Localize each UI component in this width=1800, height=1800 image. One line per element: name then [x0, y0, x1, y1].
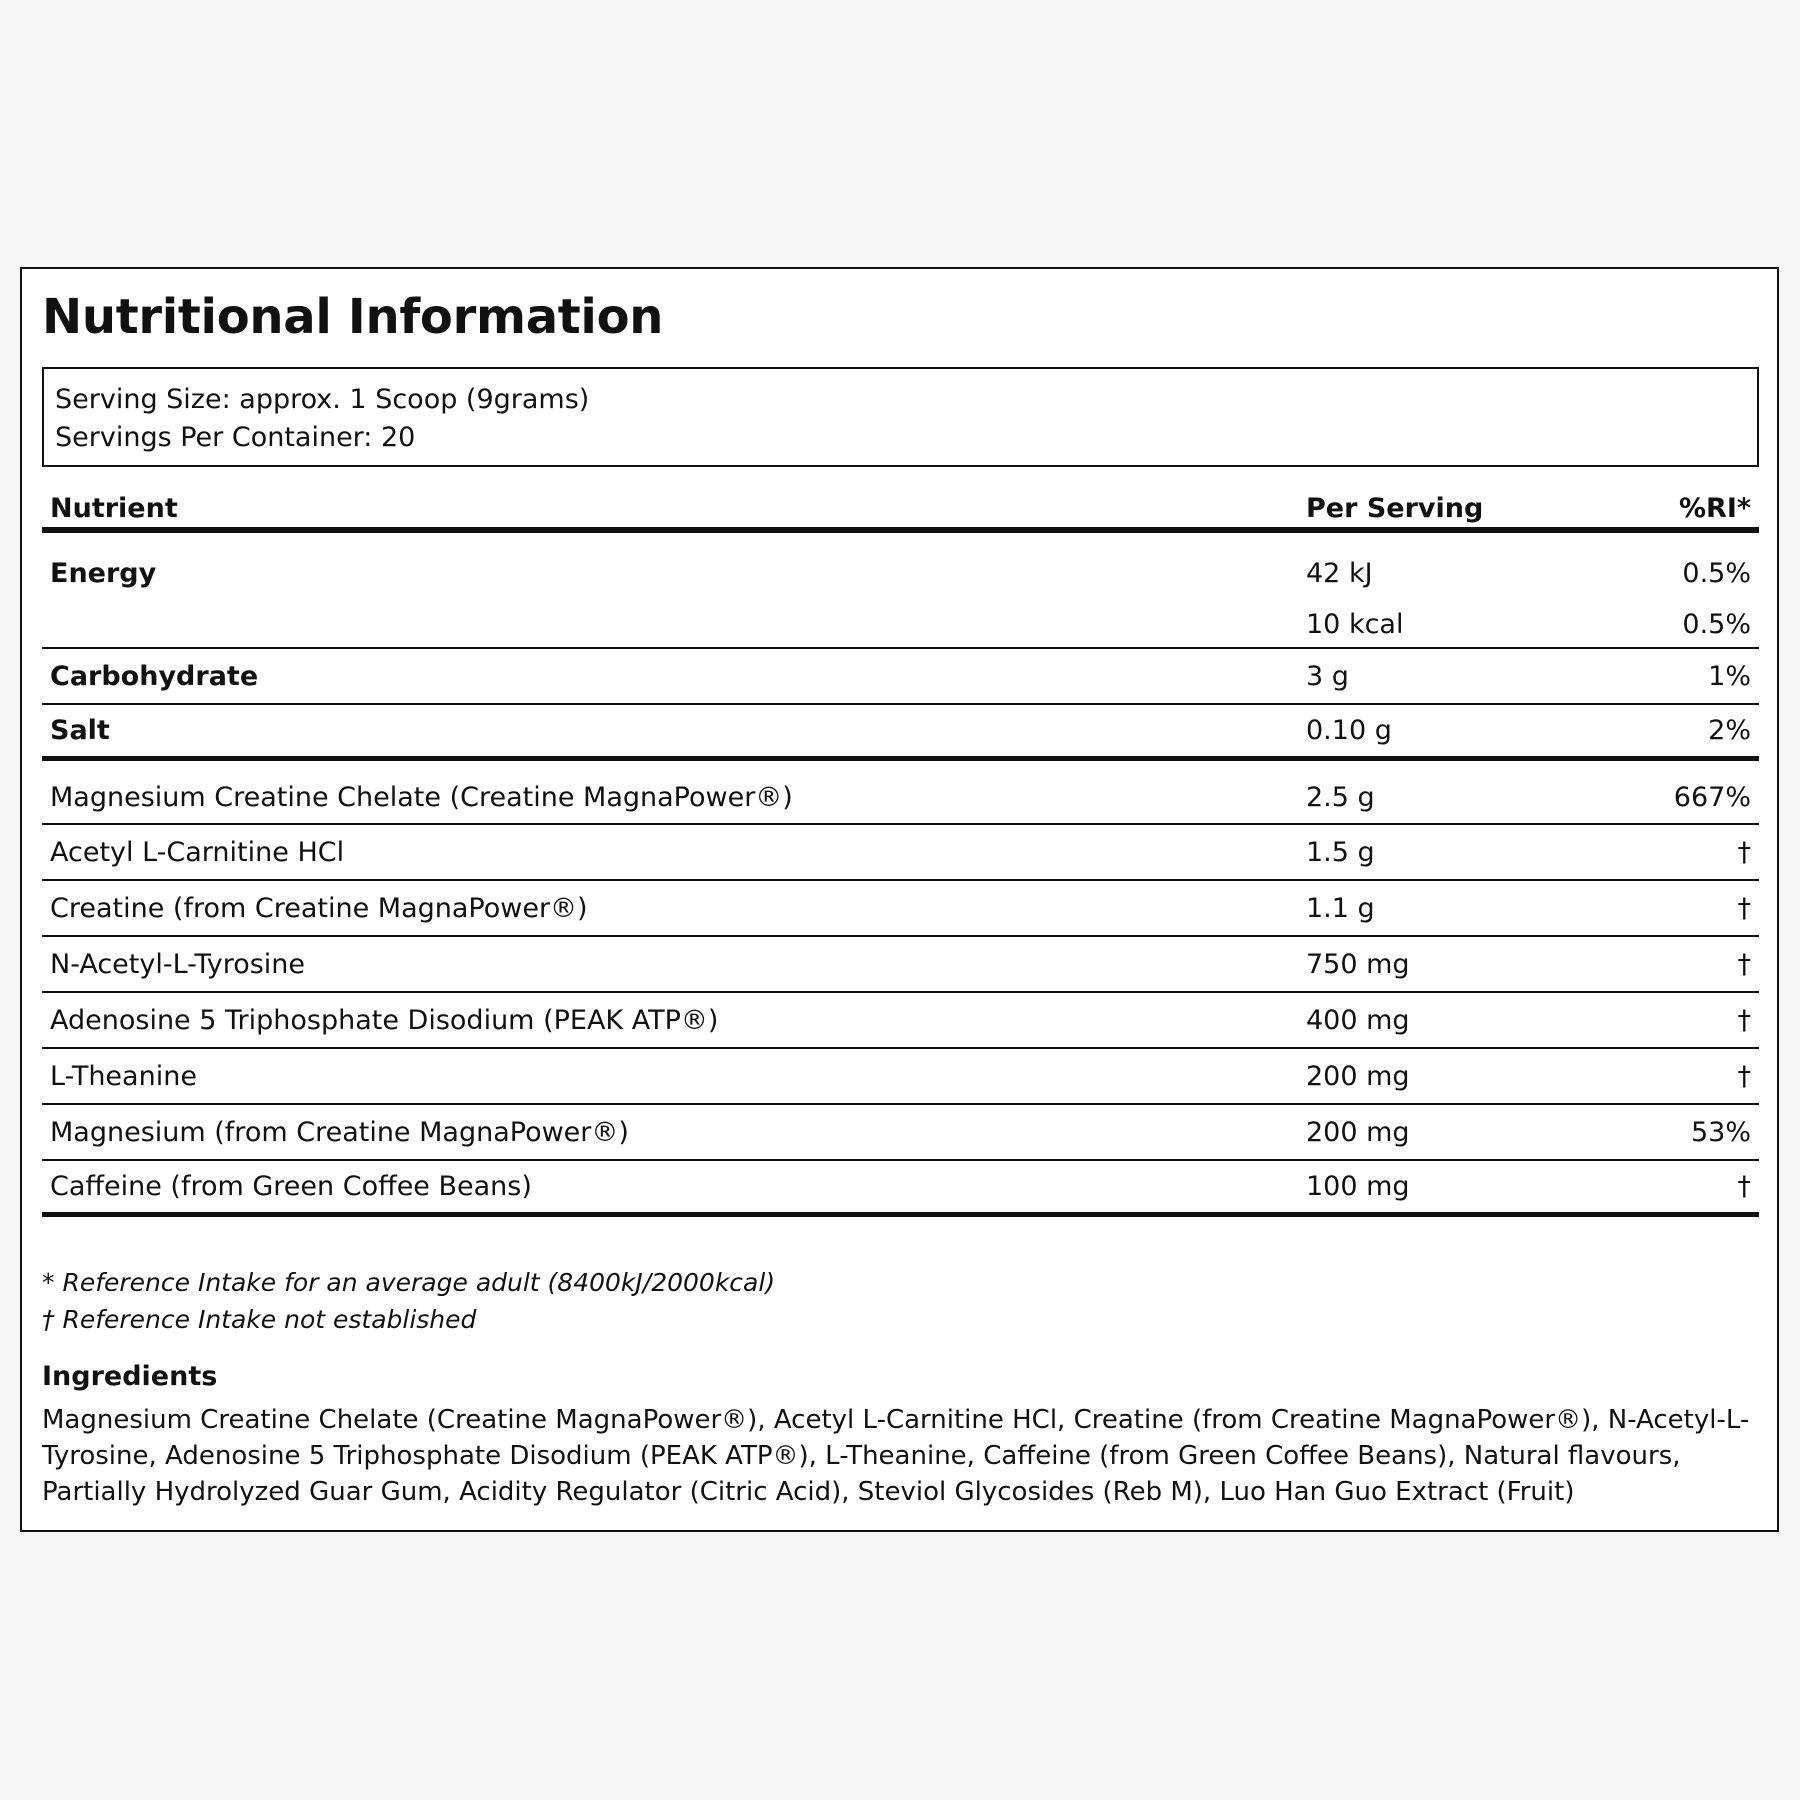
nutrient-name: Acetyl L-Carnitine HCl — [50, 836, 345, 868]
header-ri: %RI* — [1678, 492, 1751, 524]
servings-per-container: Servings Per Container: 20 — [55, 422, 416, 453]
ingredients-list: Magnesium Creatine Chelate (Creatine MagnaPower®), Acetyl L-Carnitine HCl, Creatine (from Creatine MagnaPower®), N-Acetyl-L-Tyrosine, Adenosine 5 Triphosphate Disodium (PEAK ATP®), L-Theanine, Caffeine (from Green Coffee Beans), Natural flavours, Partially Hydrolyzed Guar Gum, Acidity Regulator (Citric Acid), Steviol Glycosides (Reb M), Luo Han Guo Extract (Fruit) — [42, 1405, 1750, 1507]
ri-value: † — [1737, 948, 1751, 980]
nutrient-name: Creatine (from Creatine MagnaPower®) — [50, 892, 588, 924]
nutrient-name: Energy — [50, 557, 157, 589]
nutrient-name: Caffeine (from Green Coffee Beans) — [50, 1171, 532, 1202]
per-serving-value: 200 mg — [1306, 1116, 1410, 1148]
ri-value: † — [1737, 892, 1751, 924]
nutrient-name: Magnesium Creatine Chelate (Creatine MagnaPower®) — [50, 781, 793, 813]
per-serving-value: 2.5 g — [1306, 781, 1375, 813]
ri-value: † — [1737, 1004, 1751, 1036]
per-serving-value: 100 mg — [1306, 1171, 1410, 1202]
per-serving-value: 1.1 g — [1306, 892, 1375, 924]
ri-value: † — [1737, 1171, 1751, 1202]
ri-value: 53% — [1690, 1116, 1751, 1148]
nutrient-name: N-Acetyl-L-Tyrosine — [50, 948, 306, 980]
serving-size: Serving Size: approx. 1 Scoop (9grams) — [55, 384, 590, 415]
header-per-serving: Per Serving — [1306, 492, 1484, 524]
ri-value: 1% — [1708, 660, 1751, 692]
ri-value: † — [1737, 1060, 1751, 1092]
table-row-energy-kcal — [42, 601, 1759, 649]
per-serving-value: 3 g — [1306, 660, 1349, 692]
table-row — [42, 937, 1759, 993]
per-serving-value: 400 mg — [1306, 1004, 1410, 1036]
ri-value: 0.5% — [1682, 608, 1751, 640]
table-row-energy-kj — [42, 533, 1759, 601]
per-serving-value: 42 kJ — [1306, 557, 1373, 589]
table-row — [42, 1049, 1759, 1105]
per-serving-value: 200 mg — [1306, 1060, 1410, 1092]
ri-value: 0.5% — [1682, 557, 1751, 589]
table-row — [42, 649, 1759, 705]
ingredients-heading: Ingredients — [42, 1361, 218, 1392]
nutrition-label-panel — [20, 267, 1779, 1532]
table-row — [42, 1105, 1759, 1161]
nutrient-name: Carbohydrate — [50, 660, 259, 692]
per-serving-value: 750 mg — [1306, 948, 1410, 980]
page-title: Nutritional Information — [42, 289, 664, 345]
nutrient-name: Adenosine 5 Triphosphate Disodium (PEAK ATP®) — [50, 1004, 719, 1036]
table-row — [42, 705, 1759, 761]
ri-value: 667% — [1673, 781, 1751, 813]
footnote-reference-intake: * Reference Intake for an average adult (8400kJ/2000kcal) — [42, 1268, 776, 1297]
footnote-not-established: † Reference Intake not established — [42, 1305, 477, 1334]
table-row — [42, 993, 1759, 1049]
table-row — [42, 881, 1759, 937]
ri-value: † — [1737, 836, 1751, 868]
per-serving-value: 0.10 g — [1306, 715, 1392, 746]
per-serving-value: 1.5 g — [1306, 836, 1375, 868]
nutrient-name: L-Theanine — [50, 1060, 197, 1092]
serving-info-box — [42, 367, 1759, 467]
nutrient-name: Salt — [50, 715, 110, 746]
ri-value: 2% — [1708, 715, 1751, 746]
per-serving-value: 10 kcal — [1306, 608, 1404, 640]
table-row — [42, 761, 1759, 825]
table-row — [42, 1161, 1759, 1217]
nutrition-table — [42, 489, 1759, 1217]
header-nutrient: Nutrient — [50, 492, 178, 524]
footnotes — [42, 1264, 1759, 1338]
table-header — [42, 489, 1759, 533]
table-row — [42, 825, 1759, 881]
nutrient-name: Magnesium (from Creatine MagnaPower®) — [50, 1116, 629, 1148]
